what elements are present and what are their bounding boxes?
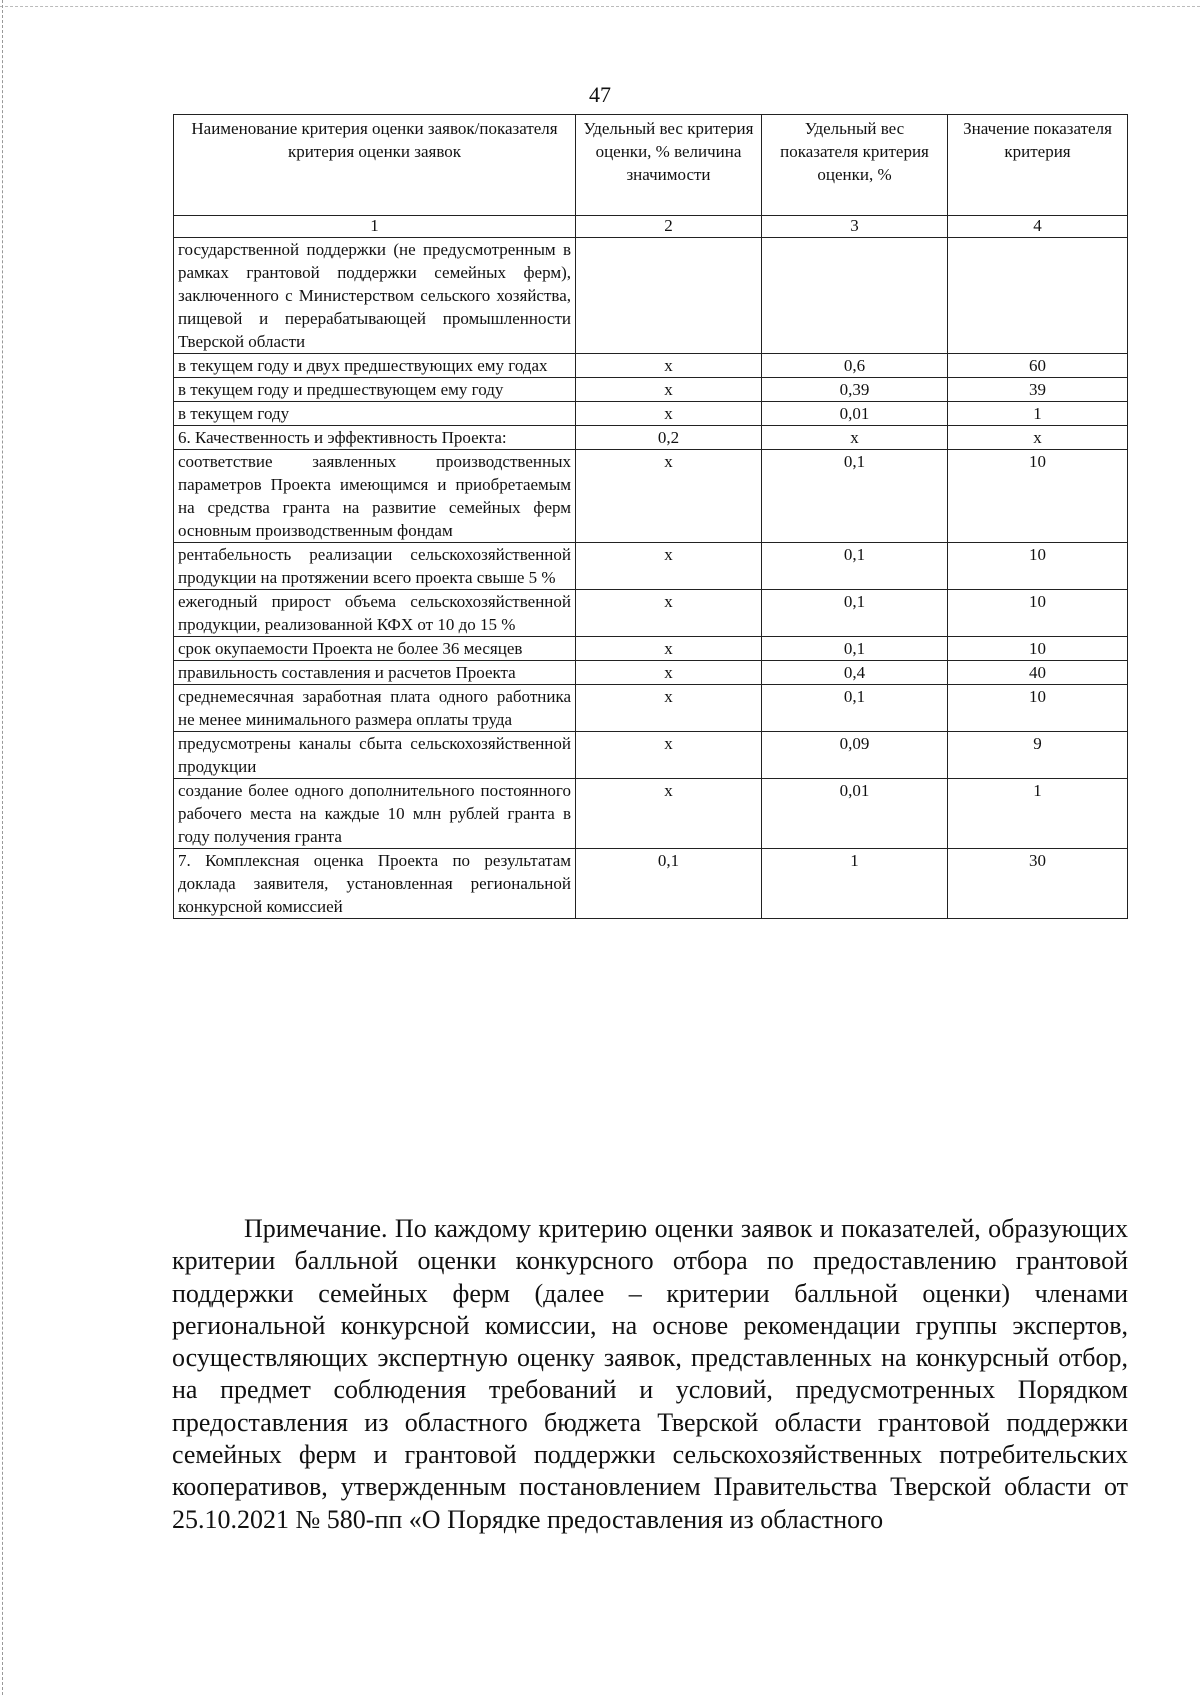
page-number: 47 [589,82,611,107]
row-indicator-value: 39 [948,378,1128,402]
row-criterion-weight [576,238,762,354]
row-criterion-weight: 0,2 [576,426,762,450]
header-indicator-value: Значение показателя критерия [948,115,1128,216]
row-indicator-weight [762,238,948,354]
table-row [174,661,1128,685]
row-indicator-value [948,238,1128,354]
table-header-row [174,115,1128,216]
row-criterion-name: 6. Качественность и эффективность Проекта: [174,426,576,450]
table-row [174,402,1128,426]
row-criterion-name: государственной поддержки (не предусмотренным в рамках грантовой поддержки семейных ферм), заключенного с Министерством сельского хозяйства, пищевой и перерабатывающей промышленности Тверской области [174,238,576,354]
row-indicator-value: 40 [948,661,1128,685]
row-indicator-weight: 0,39 [762,378,948,402]
row-indicator-weight: 1 [762,849,948,919]
row-indicator-weight: 0,4 [762,661,948,685]
note-paragraph [172,1213,1128,1536]
header-criterion-weight: Удельный вес критерия оценки, % величина значимости [576,115,762,216]
row-criterion-weight: х [576,378,762,402]
row-indicator-value: 10 [948,450,1128,543]
note-text: Примечание. По каждому критерию оценки заявок и показателей, образующих критерии балльной оценки конкурсного отбора по предоставлению грантовой поддержки семейных ферм (далее – критерии балльной оценки) членами региональной конкурсной комиссии, на основе рекомендации группы экспертов, осуществляющих экспертную оценку заявок, представленных на конкурсный отбор, на предмет соблюдения требований и условий, предусмотренных Порядком предоставления из областного бюджета Тверской области грантовой поддержки семейных ферм и грантовой поддержки сельскохозяйственных потребительских кооперативов, утвержденным постановлением Правительства Тверской области от 25.10.2021 № 580-пп «О Порядке предоставления из областного [172,1214,1128,1534]
table-row [174,426,1128,450]
column-number: 2 [576,216,762,238]
row-indicator-value: 1 [948,402,1128,426]
table-row [174,238,1128,354]
row-indicator-weight: 0,1 [762,543,948,590]
row-criterion-weight: х [576,732,762,779]
row-criterion-name: правильность составления и расчетов Проекта [174,661,576,685]
row-indicator-value: 30 [948,849,1128,919]
table-row [174,354,1128,378]
table-row [174,590,1128,637]
table-row [174,637,1128,661]
row-indicator-value: х [948,426,1128,450]
row-criterion-weight: х [576,661,762,685]
row-indicator-weight: 0,01 [762,779,948,849]
row-indicator-value: 10 [948,590,1128,637]
table-row [174,378,1128,402]
row-criterion-name: рентабельность реализации сельскохозяйственной продукции на протяжении всего проекта свыше 5 % [174,543,576,590]
table-row [174,779,1128,849]
row-indicator-weight: 0,1 [762,685,948,732]
row-criterion-weight: х [576,590,762,637]
table-row [174,685,1128,732]
row-criterion-weight: х [576,402,762,426]
column-number: 3 [762,216,948,238]
row-criterion-weight: х [576,637,762,661]
row-indicator-value: 1 [948,779,1128,849]
row-criterion-name: в текущем году [174,402,576,426]
table-row [174,732,1128,779]
column-number-row [174,216,1128,238]
table-row [174,543,1128,590]
table-row [174,450,1128,543]
row-indicator-weight: 0,6 [762,354,948,378]
row-criterion-weight: х [576,450,762,543]
row-indicator-weight: 0,01 [762,402,948,426]
column-number: 4 [948,216,1128,238]
row-indicator-value: 10 [948,637,1128,661]
row-criterion-name: предусмотрены каналы сбыта сельскохозяйственной продукции [174,732,576,779]
criteria-table [173,114,1128,919]
table-row [174,849,1128,919]
row-indicator-weight: 0,1 [762,590,948,637]
row-criterion-name: в текущем году и двух предшествующих ему годах [174,354,576,378]
row-criterion-name: в текущем году и предшествующем ему году [174,378,576,402]
header-criterion-name: Наименование критерия оценки заявок/показателя критерия оценки заявок [174,115,576,216]
row-indicator-weight: 0,1 [762,450,948,543]
row-criterion-weight: х [576,779,762,849]
row-indicator-weight: х [762,426,948,450]
row-criterion-name: среднемесячная заработная плата одного работника не менее минимального размера оплаты труда [174,685,576,732]
row-criterion-name: 7. Комплексная оценка Проекта по результатам доклада заявителя, установленная региональной конкурсной комиссией [174,849,576,919]
row-indicator-weight: 0,09 [762,732,948,779]
row-indicator-value: 10 [948,685,1128,732]
row-criterion-name: создание более одного дополнительного постоянного рабочего места на каждые 10 млн рублей гранта в году получения гранта [174,779,576,849]
row-criterion-weight: х [576,543,762,590]
row-indicator-weight: 0,1 [762,637,948,661]
row-indicator-value: 60 [948,354,1128,378]
row-indicator-value: 10 [948,543,1128,590]
scan-edge [0,6,1200,7]
row-criterion-weight: х [576,354,762,378]
row-criterion-weight: 0,1 [576,849,762,919]
row-criterion-name: ежегодный прирост объема сельскохозяйственной продукции, реализованной КФХ от 10 до 15 % [174,590,576,637]
row-indicator-value: 9 [948,732,1128,779]
row-criterion-weight: х [576,685,762,732]
column-number: 1 [174,216,576,238]
header-indicator-weight: Удельный вес показателя критерия оценки, % [762,115,948,216]
row-criterion-name: срок окупаемости Проекта не более 36 месяцев [174,637,576,661]
row-criterion-name: соответствие заявленных производственных параметров Проекта имеющимся и приобретаемым на средства гранта на развитие семейных ферм основным производственным фондам [174,450,576,543]
scan-margin [2,0,4,1695]
